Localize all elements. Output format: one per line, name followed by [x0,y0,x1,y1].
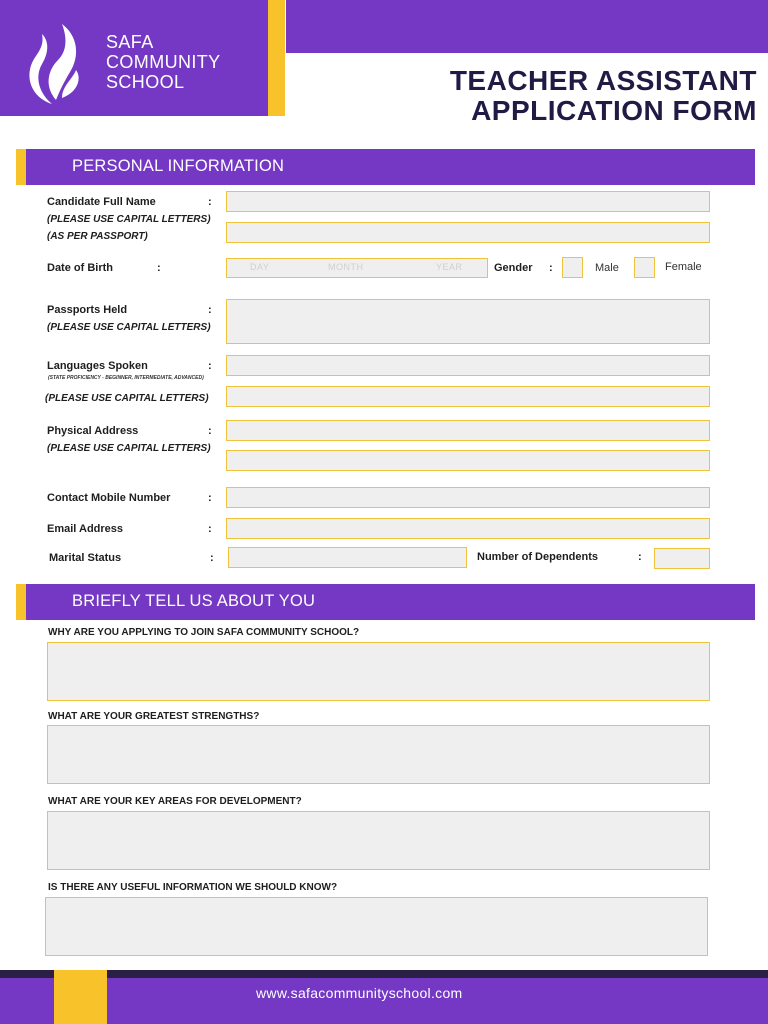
languages-field-2[interactable] [226,386,710,407]
question-useful-info: IS THERE ANY USEFUL INFORMATION WE SHOULD KNOW? [48,882,338,893]
dob-label: Date of Birth [47,262,113,274]
mobile-colon: : [208,492,212,504]
dob-day-placeholder: DAY [250,262,270,272]
gender-female-label: Female [665,261,702,273]
school-name-line1: SAFA [106,32,154,52]
full-name-field-2[interactable] [226,222,710,243]
languages-field-1[interactable] [226,355,710,376]
gender-male-label: Male [595,262,619,274]
gender-colon: : [549,262,553,274]
mobile-field[interactable] [226,487,710,508]
full-name-note-passport: (AS PER PASSPORT) [47,231,148,242]
email-field[interactable] [226,518,710,539]
marital-colon: : [210,552,214,564]
languages-label: Languages Spoken [47,360,148,372]
gender-label: Gender [494,262,533,274]
answer-development[interactable] [47,811,710,870]
mobile-label: Contact Mobile Number [47,492,171,504]
passports-field[interactable] [226,299,710,344]
address-colon: : [208,425,212,437]
dob-colon: : [157,262,161,274]
answer-strengths[interactable] [47,725,710,784]
languages-colon: : [208,360,212,372]
form-title-line2: APPLICATION FORM [471,95,757,126]
full-name-note-caps: (PLEASE USE CAPITAL LETTERS) [47,214,211,225]
address-label: Physical Address [47,425,139,437]
form-title [450,66,757,126]
address-note: (PLEASE USE CAPITAL LETTERS) [47,443,211,454]
dependents-field[interactable] [654,548,710,569]
section-title-personal: PERSONAL INFORMATION [72,157,285,175]
footer-dark-strip [0,970,768,978]
top-right-band [286,0,768,53]
gender-male-checkbox[interactable] [562,257,583,278]
logo-accent-bar [268,0,285,116]
address-field-1[interactable] [226,420,710,441]
answer-why-join[interactable] [47,642,710,701]
flame-logo-icon [18,20,90,106]
marital-label: Marital Status [49,552,122,564]
marital-field[interactable] [228,547,467,568]
passports-colon: : [208,304,212,316]
dependents-colon: : [638,551,642,563]
footer-accent-block [54,970,107,1024]
question-development: WHAT ARE YOUR KEY AREAS FOR DEVELOPMENT? [48,796,302,807]
section-accent-personal [16,149,26,185]
question-strengths: WHAT ARE YOUR GREATEST STRENGTHS? [48,711,260,722]
passports-note: (PLEASE USE CAPITAL LETTERS) [47,322,211,333]
school-name [106,32,221,92]
languages-hint: (STATE PROFICIENCY - BEGINNER, INTERMEDIATE, ADVANCED) [48,375,204,381]
school-name-line3: SCHOOL [106,72,185,92]
section-accent-about [16,584,26,620]
gender-female-checkbox[interactable] [634,257,655,278]
full-name-field-1[interactable] [226,191,710,212]
languages-note: (PLEASE USE CAPITAL LETTERS) [45,393,209,404]
dob-month-placeholder: MONTH [328,262,364,272]
form-title-line1: TEACHER ASSISTANT [449,65,757,96]
dependents-label: Number of Dependents [477,551,599,563]
email-colon: : [208,523,212,535]
dob-year-placeholder: YEAR [436,262,463,272]
passports-label: Passports Held [47,304,128,316]
section-title-about: BRIEFLY TELL US ABOUT YOU [72,592,316,610]
full-name-colon: : [208,196,212,208]
address-field-2[interactable] [226,450,710,471]
footer-website-link[interactable]: www.safacommunityschool.com [256,985,463,1001]
email-label: Email Address [47,523,124,535]
question-why-join: WHY ARE YOU APPLYING TO JOIN SAFA COMMUNITY SCHOOL? [48,627,360,638]
answer-useful-info[interactable] [45,897,708,956]
full-name-label: Candidate Full Name [47,196,156,208]
school-name-line2: COMMUNITY [106,52,221,72]
